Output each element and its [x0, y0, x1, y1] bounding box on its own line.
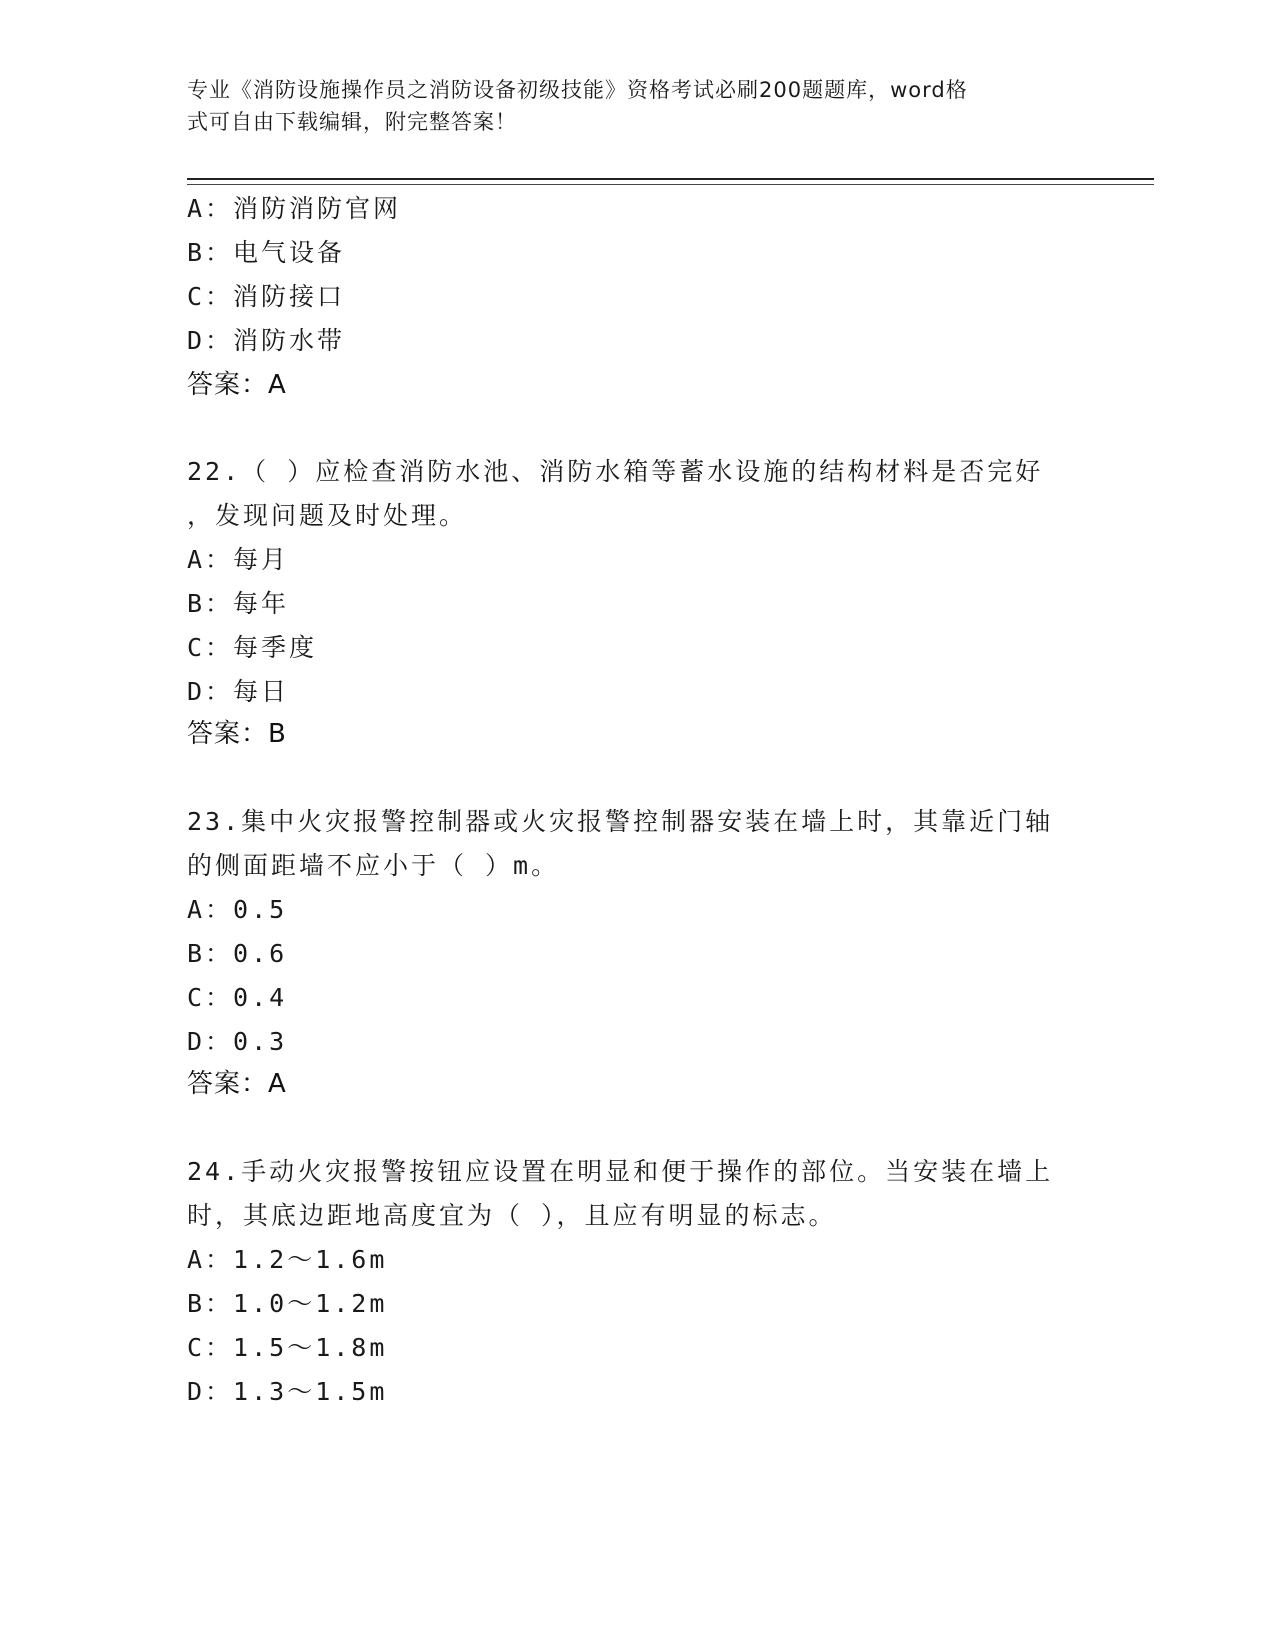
q21-option-a: A：消防消防官网	[187, 194, 402, 223]
q24-option-a: A：1.2～1.6m	[187, 1245, 388, 1274]
q21-option-b: B：电气设备	[187, 238, 346, 267]
q21-option-d: D：消防水带	[187, 326, 346, 355]
q23-answer: 答案：A	[187, 1069, 287, 1099]
q23-option-d: D：0.3	[187, 1027, 288, 1056]
q24-option-c: C：1.5～1.8m	[187, 1333, 388, 1362]
q23-stem-line-1: 23.集中火灾报警控制器或火灾报警控制器安装在墙上时，其靠近门轴	[187, 807, 1054, 836]
q23-stem-line-2: 的侧面距墙不应小于（ ）m。	[187, 851, 560, 880]
q22-answer: 答案：B	[187, 719, 287, 749]
q24-option-b: B：1.0～1.2m	[187, 1289, 388, 1318]
header-line-1: 专业《消防设施操作员之消防设备初级技能》资格考试必刷200题题库，word格	[187, 78, 968, 102]
q23-option-b: B：0.6	[187, 939, 288, 968]
header-line-2: 式可自由下载编辑，附完整答案！	[187, 110, 517, 134]
q24-stem-line-2: 时，其底边距地高度宜为（ ），且应有明显的标志。	[187, 1201, 837, 1230]
q21-option-c: C：消防接口	[187, 282, 346, 311]
q23-option-c: C：0.4	[187, 983, 288, 1012]
q24-stem-line-1: 24.手动火灾报警按钮应设置在明显和便于操作的部位。当安装在墙上	[187, 1157, 1054, 1186]
q22-stem-line-2: ，发现问题及时处理。	[187, 501, 468, 530]
q21-answer: 答案：A	[187, 370, 287, 400]
q22-option-a: A：每月	[187, 545, 290, 574]
q24-option-d: D：1.3～1.5m	[187, 1377, 388, 1406]
q22-option-d: D：每日	[187, 677, 290, 706]
header-divider-thick	[187, 178, 1154, 180]
q22-option-b: B：每年	[187, 589, 290, 618]
q22-option-c: C：每季度	[187, 633, 318, 662]
q23-option-a: A：0.5	[187, 895, 288, 924]
document-header	[187, 74, 1067, 138]
q22-stem-line-1: 22.（ ）应检查消防水池、消防水箱等蓄水设施的结构材料是否完好	[187, 457, 1044, 486]
header-divider-thin	[187, 184, 1154, 185]
